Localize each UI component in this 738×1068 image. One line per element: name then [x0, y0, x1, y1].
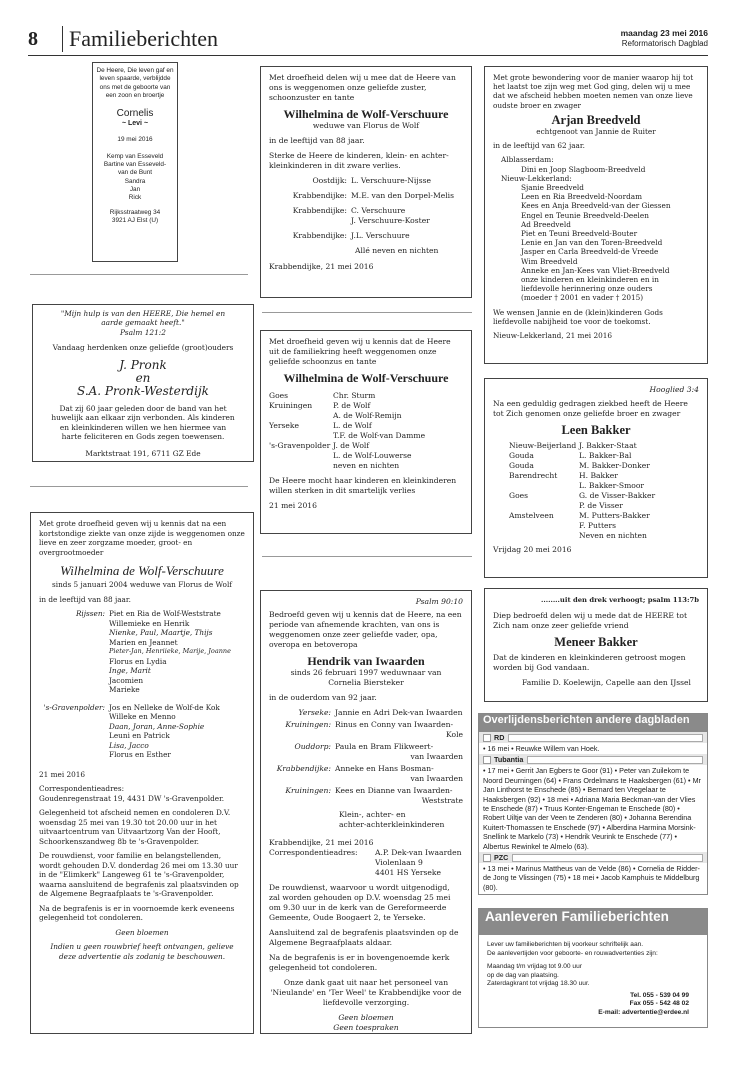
relative-row	[269, 421, 463, 441]
birth-nickname: ~ Levi ~	[121, 120, 149, 128]
iwaarden-name: Hendrik van Iwaarden	[307, 654, 425, 668]
region-tubantia	[479, 754, 707, 765]
relative-name: van Iwaarden	[410, 774, 463, 783]
wdw1-name: Wilhelmina de Wolf-Verschuure	[60, 563, 224, 578]
anniversary-notice	[32, 304, 254, 462]
arjan-body: We wensen Jannie en de (klein)kinderen Gods liefdevolle nabijheid toe voor de toekomst.	[493, 307, 663, 326]
submit-line: op de dag van plaatsing.	[487, 971, 559, 979]
submit-line: Zaterdagkrant tot vrijdag 18.30 uur.	[487, 980, 590, 987]
anniv-ref: Psalm 121:2	[120, 327, 166, 337]
wdw3-date: 21 mei 2016	[269, 501, 317, 510]
relative-name: M. Bakker-Donker	[579, 461, 650, 470]
phone-number[interactable]: Tel. 055 - 539 04 99	[630, 991, 689, 999]
relative-names	[579, 491, 699, 511]
place-label: Krabbendijke:	[276, 764, 331, 773]
iwaarden-date: Krabbendijke, 21 mei 2016	[269, 838, 374, 847]
relative-name: M. Putters-Bakker	[579, 511, 650, 520]
separator	[262, 556, 472, 557]
relative-names	[335, 742, 463, 762]
separator	[30, 486, 248, 487]
name-line: Leuni en Patrick	[109, 731, 170, 740]
relative-row	[269, 206, 463, 226]
arjan-intro: Met grote bewondering voor de manier waarop hij tot het laatst toe zijn weg met God ging, delen wij u mee dat we afscheid hebben moeten nemen van onze lieve oudste broer en zwager	[493, 73, 694, 110]
relative-row	[269, 191, 463, 201]
meneer-intro: Diep bedroefd delen wij u mede dat de HEERE tot Zich nam onze zeer geliefde vriend	[493, 611, 688, 630]
arjan-name: Arjan Breedveld	[551, 112, 641, 127]
iwaarden-p3: Na de begrafenis is er in bovengenoemde kerk gelegenheid tot condoleren.	[269, 953, 450, 972]
relative-names	[333, 441, 463, 471]
anniv-and: en	[135, 371, 151, 386]
name-line: onze kinderen en kleinkinderen en in	[521, 275, 659, 285]
name-line: Marieke	[109, 685, 140, 694]
wdw1-p1: Gelegenheid tot afscheid nemen en condoleren D.V. woensdag 25 mei van 19.30 tot 20.00 uur in het uitvaartcentrum van Uitvaartzorg Van der Hooft, Schoorkenszandweg 8b te 's-Gravenpolder.	[39, 808, 231, 846]
relative-names	[333, 421, 463, 441]
birth-date: 19 mei 2016	[117, 136, 153, 144]
region-bar	[508, 734, 703, 742]
email-link[interactable]: E-mail: advertentie@erdee.nl	[598, 1008, 689, 1016]
relative-names	[335, 764, 463, 784]
relative-name: Weststrate	[421, 796, 463, 805]
arjan-place2: Nieuw-Lekkerland:	[501, 173, 572, 183]
place-label: Gouda	[509, 461, 534, 470]
arjan-group1: Dini en Joop Slagboom-Breedveld	[521, 164, 646, 174]
submit-body	[479, 935, 707, 1023]
relative-names	[335, 720, 463, 740]
wdw3-body: De Heere mocht haar kinderen en kleinkinderen willen sterken in dit smartelijk verlies	[269, 476, 457, 495]
relative-name: Neven en nichten	[579, 531, 647, 540]
anniv-quote: "Mijn hulp is van den HEERE, Die hemel en aarde gemaakt heeft."	[60, 309, 226, 328]
obituary-wolf-main	[30, 512, 254, 1034]
family-group-gravenpolder	[39, 703, 245, 760]
relative-name: T.F. de Wolf-van Damme	[333, 431, 426, 440]
name-line: (moeder † 2001 en vader † 2015)	[521, 293, 644, 303]
family-names	[109, 703, 245, 760]
relative-row	[493, 441, 699, 451]
rd-list: • 16 mei • Reuwke Willem van Hoek.	[483, 744, 600, 753]
relative-row	[269, 764, 463, 784]
relative-name: C. Verschuure	[351, 206, 406, 215]
relative-name: L. Verschuure-Nijsse	[351, 176, 432, 185]
meneer-ref: ........uit den drek verhoogt; psalm 113:7b	[540, 596, 699, 604]
iwaarden-age: in de ouderdom van 92 jaar.	[269, 693, 377, 702]
birth-address	[96, 209, 174, 226]
wdw2-body: Sterke de Heere de kinderen, klein- en achter-kleinkinderen in dit zware verlies.	[269, 151, 449, 170]
meneer-sign: Familie D. Koelewijn, Capelle aan den IJssel	[521, 678, 691, 687]
place-label: Oostdijk:	[312, 176, 347, 185]
place-label: Ouddorp:	[294, 742, 331, 751]
meneer-body: Dat de kinderen en kleinkinderen getroost mogen worden bij God vandaan.	[493, 653, 686, 672]
place-label: Yerseke	[269, 421, 299, 430]
name-line: Engel en Teunie Breedveld-Deelen	[521, 210, 649, 220]
place-label: Kruiningen:	[285, 786, 331, 795]
region-pzc	[479, 852, 707, 863]
address-line: 3921 AJ Elst (U)	[111, 216, 159, 224]
relative-name: L. Bakker-Smoor	[579, 481, 645, 490]
anniv-body: Dat zij 60 jaar geleden door de band van het huwelijk aan elkaar zijn verbonden. Als kinderen en kleinkinderen willen we hen hiermee van harte feliciteren en Gods zegen toewensen.	[51, 404, 235, 442]
corr-label: Correspondentieadres:	[269, 848, 358, 857]
relative-name: neven en nichten	[333, 461, 400, 470]
leen-name: Leen Bakker	[561, 423, 631, 437]
obituary-leen-bakker	[484, 378, 708, 578]
anniv-address: Marktstraat 191, 6711 GZ Ede	[85, 449, 201, 459]
relative-name: Paula en Bram Flikweert-	[335, 742, 434, 751]
relative-name: H. Bakker	[579, 471, 618, 480]
address-line: Violenlaan 9	[375, 858, 423, 867]
relative-name: P. de Wolf	[333, 401, 371, 410]
obituary-arjan-breedveld	[484, 66, 708, 364]
arjan-date: Nieuw-Lekkerland, 21 mei 2016	[493, 331, 613, 341]
name-line: Ad Breedveld	[521, 219, 571, 229]
page-number: 8	[28, 28, 38, 50]
kids-line: achter-achterkleinkinderen	[339, 820, 445, 829]
header-rule	[28, 55, 708, 56]
birth-family	[96, 153, 174, 203]
region-rd	[479, 732, 707, 743]
name-line: Leen en Ria Breedveld-Noordam	[521, 192, 643, 202]
region-label: RD	[494, 732, 505, 742]
checkbox-icon	[483, 756, 491, 764]
place-label: Nieuw-Beijerland	[509, 441, 577, 450]
wdw2-nephews: Allé neven en nichten	[355, 246, 439, 255]
family-line: van de Bunt	[117, 169, 153, 177]
checkbox-icon	[483, 854, 491, 862]
place-label: Barendrecht	[509, 471, 558, 480]
name-line: Florus en Lydia	[109, 656, 167, 666]
relative-name: G. de Visser-Bakker	[579, 491, 656, 500]
birth-announcement	[92, 62, 178, 262]
address-line: 4401 HS Yerseke	[375, 868, 441, 877]
relative-row	[269, 231, 463, 241]
birth-name: Cornelis	[116, 108, 154, 120]
place-label: Amstelveen	[509, 511, 554, 520]
wdw1-flowers: Geen bloemen	[115, 927, 169, 937]
name-line: Daan, Joran, Anne-Sophie	[109, 721, 205, 731]
wdw1-date: 21 mei 2016	[39, 769, 86, 779]
place-label: 's-Gravenpolder	[269, 441, 331, 450]
name-line: Willemieke en Henrik	[109, 618, 190, 628]
relative-name: Jannie en Adri Dek-van Iwaarden	[335, 708, 463, 717]
name-line: Jasper en Carla Breedveld-de Vreede	[521, 247, 659, 257]
other-papers-deaths	[478, 713, 708, 895]
name-line: Anneke en Jan-Kees van Vliet-Breedveld	[521, 265, 670, 275]
wdw1-age: in de leeftijd van 88 jaar.	[39, 594, 131, 604]
submit-line: Lever uw familieberichten bij voorkeur schriftelijk aan.	[487, 941, 644, 948]
relative-row	[269, 742, 463, 762]
name-line: Nienke, Paul, Maartje, Thijs	[109, 628, 213, 637]
paper-name: Reformatorisch Dagblad	[621, 39, 708, 48]
iwaarden-p1: De rouwdienst, waarvoor u wordt uitgenodigd, zal worden gehouden op D.V. woensdag 25 mei om 9.30 uur in de kerk van de Gereformeerde Gemeente, Oude Boogaert 2, te Yerseke.	[269, 883, 451, 922]
relative-name: Rinus en Conny van Iwaarden-	[335, 720, 454, 729]
place-label: Kruiningen	[269, 401, 313, 410]
relative-name: van Iwaarden	[410, 752, 463, 761]
relative-names	[579, 511, 699, 541]
wdw1-corr-address: Goudenregenstraat 19, 4431 DW 's-Gravenpolder.	[39, 793, 225, 803]
place-label: Krabbendijke:	[292, 231, 347, 240]
submit-announcements	[478, 908, 708, 1028]
checkbox-icon	[483, 734, 491, 742]
anniv-intro: Vandaag herdenken onze geliefde (groot)ouders	[52, 342, 234, 352]
name-line: Marien en Jeannet	[109, 637, 178, 647]
relative-names	[335, 786, 463, 806]
place-label: Krabbendijke:	[292, 206, 347, 215]
issue-date: maandag 23 mei 2016	[620, 28, 708, 38]
address-line: Rijksstraatweg 34	[109, 208, 161, 216]
wdw1-sub: sinds 5 januari 2004 weduwe van Florus de Wolf	[52, 580, 232, 589]
place-label: Krabbendijke:	[292, 191, 347, 200]
corr-address	[375, 848, 463, 878]
name-line: Florus en Esther	[109, 750, 171, 759]
place-label: 's-Gravenpolder:	[43, 702, 105, 712]
relative-row	[493, 461, 699, 471]
name-line: Kees en Anja Breedveld-van der Giessen	[521, 201, 671, 211]
name-line: Sjanie Breedveld	[521, 183, 584, 193]
wdw2-age: in de leeftijd van 88 jaar.	[269, 136, 365, 145]
obituary-wolf-sister	[260, 66, 472, 298]
leen-intro: Na een geduldig gedragen ziekbed heeft de Heere tot Zich genomen onze geliefde broer en zwager	[493, 399, 688, 418]
masthead-info	[621, 28, 708, 49]
separator	[30, 274, 248, 275]
obituary-van-iwaarden	[260, 590, 472, 1034]
family-line: Bartine van Esseveld-	[103, 161, 167, 169]
place-label: Goes	[269, 391, 289, 400]
relative-name: L. Bakker-Bal	[579, 451, 632, 460]
obituary-wolf-family	[260, 330, 472, 534]
family-line: Sandra	[124, 177, 146, 185]
name-line: Jos en Nelleke de Wolf-de Kok	[109, 702, 220, 712]
obituary-meneer-bakker	[484, 588, 708, 702]
name-line: Lisa, Jacco	[109, 740, 149, 750]
arjan-group2	[493, 183, 699, 303]
place-label: Gouda	[509, 451, 534, 460]
birth-intro: De Heere, Die leven gaf en leven spaarde, verblijdde ons met de geboorte van een zoon en broertje	[96, 67, 174, 99]
relative-row	[493, 491, 699, 511]
relative-name: Anneke en Hans Bosman-	[335, 764, 434, 773]
pzc-list: • 13 mei • Marinus Mattheus van de Velde (86) • Cornelia de Ridder-de Jong te Vlissingen (75) • 18 mei • Jacob Kamphuis te Middelburg (80).	[483, 864, 700, 892]
submit-title: Aanleveren Familieberichten	[479, 909, 707, 935]
wdw2-date: Krabbendijke, 21 mei 2016	[269, 262, 374, 271]
wdw1-p3: Na de begrafenis is er in voornoemde kerk eveneens gelegenheid tot condoleren.	[39, 903, 235, 922]
anniv-name2: S.A. Pronk-Westerdijk	[77, 384, 209, 399]
family-line: Kemp van Esseveld	[106, 152, 164, 160]
relative-row	[269, 720, 463, 740]
wdw3-intro: Met droefheid geven wij u kennis dat de Heere uit de familiekring heeft weggenomen onze geliefde schoonzus en tante	[269, 337, 451, 366]
section-title: Familieberichten	[62, 26, 218, 52]
name-line: Pieter-Jan, Henriieke, Marije, Joanne	[109, 647, 231, 655]
iwaarden-p2: Aansluitend zal de begrafenis plaatsvinden op de Algemene Begraafplaats aldaar.	[269, 928, 459, 947]
relative-row	[269, 401, 463, 421]
name-line: Piet en Teuni Breedveld-Bouter	[521, 229, 638, 239]
name-line: Inge, Marit	[109, 666, 151, 675]
place-label: Yerseke:	[298, 708, 331, 717]
wdw2-sub: weduwe van Florus de Wolf	[312, 121, 420, 130]
relative-name: J. Verschuure-Koster	[351, 216, 430, 225]
relative-name: L. de Wolf	[333, 421, 372, 430]
relative-names	[333, 401, 463, 421]
relative-names	[579, 471, 699, 491]
relative-name: M.E. van den Dorpel-Melis	[351, 191, 455, 200]
wdw1-intro: Met grote droefheid geven wij u kennis dat na een kortstondige ziekte van onze zijde is weggenomen onze lieve en zeer zorgzame moeder, groot- en overgrootmoeder	[39, 519, 245, 557]
other-deaths-title: Overlijdensberichten andere dagbladen	[479, 714, 707, 732]
submit-line: Maandag t/m vrijdag tot 9.00 uur	[487, 963, 582, 970]
name-line: Piet en Ria de Wolf-Weststrate	[109, 609, 221, 618]
iwaarden-sub2: Cornelia Biersteker	[328, 678, 404, 687]
tubantia-list: • 17 mei • Gerrit Jan Egbers te Goor (91) • Peter van Zuilekom te Noord Deurningen (64) • Frans Ordelmans te Haaksbergen (61) • Mr Jan Linthorst te Enschede (85) • Bernard ten Vregelaar te Haaksbergen (92) • 18 mei • Adriana Maria Beckman-van der Vlies te Enschede (87) • Truus Konter-Engeman te Enschede (80) • Robert Uiltje van der Veen te Zenderen (80) • Johanna Berendina Kuitert-Thomassen te Enschede (97) • Alberdina Harmina Morsink-Snellink te Markelo (73) • Hendrik Veurink te Enschede (77) • Albertus Rewinkel te Almelo (63).	[483, 766, 701, 851]
relative-row	[493, 451, 699, 461]
fax-number: Fax 055 - 542 48 02	[629, 1000, 689, 1007]
iwaarden-flowers: Geen bloemen	[338, 1013, 394, 1022]
relative-row	[269, 786, 463, 806]
arjan-place1: Alblasserdam:	[501, 155, 554, 165]
place-label: Goes	[509, 491, 529, 500]
iwaarden-kids	[269, 810, 463, 830]
relative-name: J. de Wolf	[333, 441, 370, 450]
place-label: Kruiningen:	[285, 720, 331, 729]
name-line: Wim Breedveld	[521, 256, 578, 266]
wdw1-p2: De rouwdienst, voor familie en belangstellenden, wordt gehouden D.V. donderdag 26 mei om 13.30 uur in de "Elimkerk" Langeweg 61 te 's-Gravenpolder, waarna aansluitend de begrafenis zal plaatsvinden op de Algemene Begraafplaats te 's-Gravenpolder.	[39, 851, 239, 898]
wdw1-corr-label: Correspondentieadres:	[39, 784, 125, 793]
relative-name: Kole	[446, 730, 463, 739]
relative-row	[269, 708, 463, 718]
relative-name: Chr. Sturm	[333, 391, 376, 400]
name-line: liefdevolle herinnering onze ouders	[521, 284, 653, 294]
relative-name: Kees en Dianne van Iwaarden-	[335, 786, 453, 795]
family-group-rijssen	[39, 609, 245, 695]
iwaarden-corr	[269, 848, 463, 878]
relative-row	[493, 511, 699, 541]
relative-row	[269, 391, 463, 401]
leen-date: Vrijdag 20 mei 2016	[493, 545, 572, 554]
relative-name: F. Putters	[579, 521, 617, 530]
iwaarden-speeches: Geen toespraken	[333, 1023, 399, 1032]
iwaarden-p4: Onze dank gaat uit naar het personeel van 'Nieulande' en 'Ter Weel' te Krabbendijke voor de liefdevolle verzorging.	[270, 978, 462, 1007]
address-line: A.P. Dek-van Iwaarden	[375, 848, 462, 857]
place-label: Rijssen:	[75, 609, 105, 618]
arjan-sub: echtgenoot van Jannie de Ruiter	[536, 127, 656, 137]
submit-line: De aanlevertijden voor geboorte- en rouwadvertenties zijn:	[487, 949, 658, 957]
iwaarden-intro: Bedroefd geven wij u kennis dat de Heere, na een periode van afnemende krachten, van ons is weggenomen onze zeer geliefde vader, opa, overopa en betoveropa	[269, 610, 462, 649]
relative-row	[269, 441, 463, 471]
relative-row	[493, 471, 699, 491]
family-line: Jan	[129, 185, 141, 193]
region-bar	[527, 756, 703, 764]
region-bar	[512, 854, 703, 862]
wdw1-note: Indien u geen rouwbrief heeft ontvangen, gelieve deze advertentie als zodanig te beschouwen.	[50, 942, 234, 961]
relative-name: J. Bakker-Staat	[579, 441, 637, 450]
leen-ref: Hooglied 3:4	[649, 385, 699, 394]
arjan-age: in de leeftijd van 62 jaar.	[493, 141, 585, 151]
wdw2-name: Wilhelmina de Wolf-Verschuure	[283, 107, 449, 121]
family-line: Rick	[128, 194, 142, 202]
wdw2-intro: Met droefheid delen wij u mee dat de Heere van ons is weggenomen onze geliefde zuster, schoonzuster en tante	[269, 73, 456, 102]
iwaarden-ref: Psalm 90:10	[415, 597, 463, 606]
kids-line: Klein-, achter- en	[339, 810, 406, 819]
separator	[262, 312, 472, 313]
region-label: Tubantia	[494, 755, 524, 765]
relative-name: L. de Wolf-Louwerse	[333, 451, 412, 460]
relative-name: J.L. Verschuure	[351, 231, 410, 240]
relative-row	[269, 176, 463, 186]
name-line: Jacomien	[109, 675, 144, 685]
submit-contact	[487, 992, 699, 1018]
meneer-name: Meneer Bakker	[554, 635, 638, 649]
family-names	[109, 609, 245, 695]
name-line: Willeke en Menno	[109, 712, 176, 721]
relative-name: A. de Wolf-Remijn	[333, 411, 402, 420]
region-label: PZC	[494, 852, 509, 862]
relative-name: P. de Visser	[579, 501, 623, 510]
wdw3-name: Wilhelmina de Wolf-Verschuure	[283, 371, 449, 385]
relative-names	[351, 206, 463, 226]
name-line: Lenie en Jan van den Toren-Breedveld	[521, 238, 663, 248]
anniv-name1: J. Pronk	[119, 358, 167, 373]
iwaarden-sub1: sinds 26 februari 1997 weduwnaar van	[290, 668, 442, 677]
